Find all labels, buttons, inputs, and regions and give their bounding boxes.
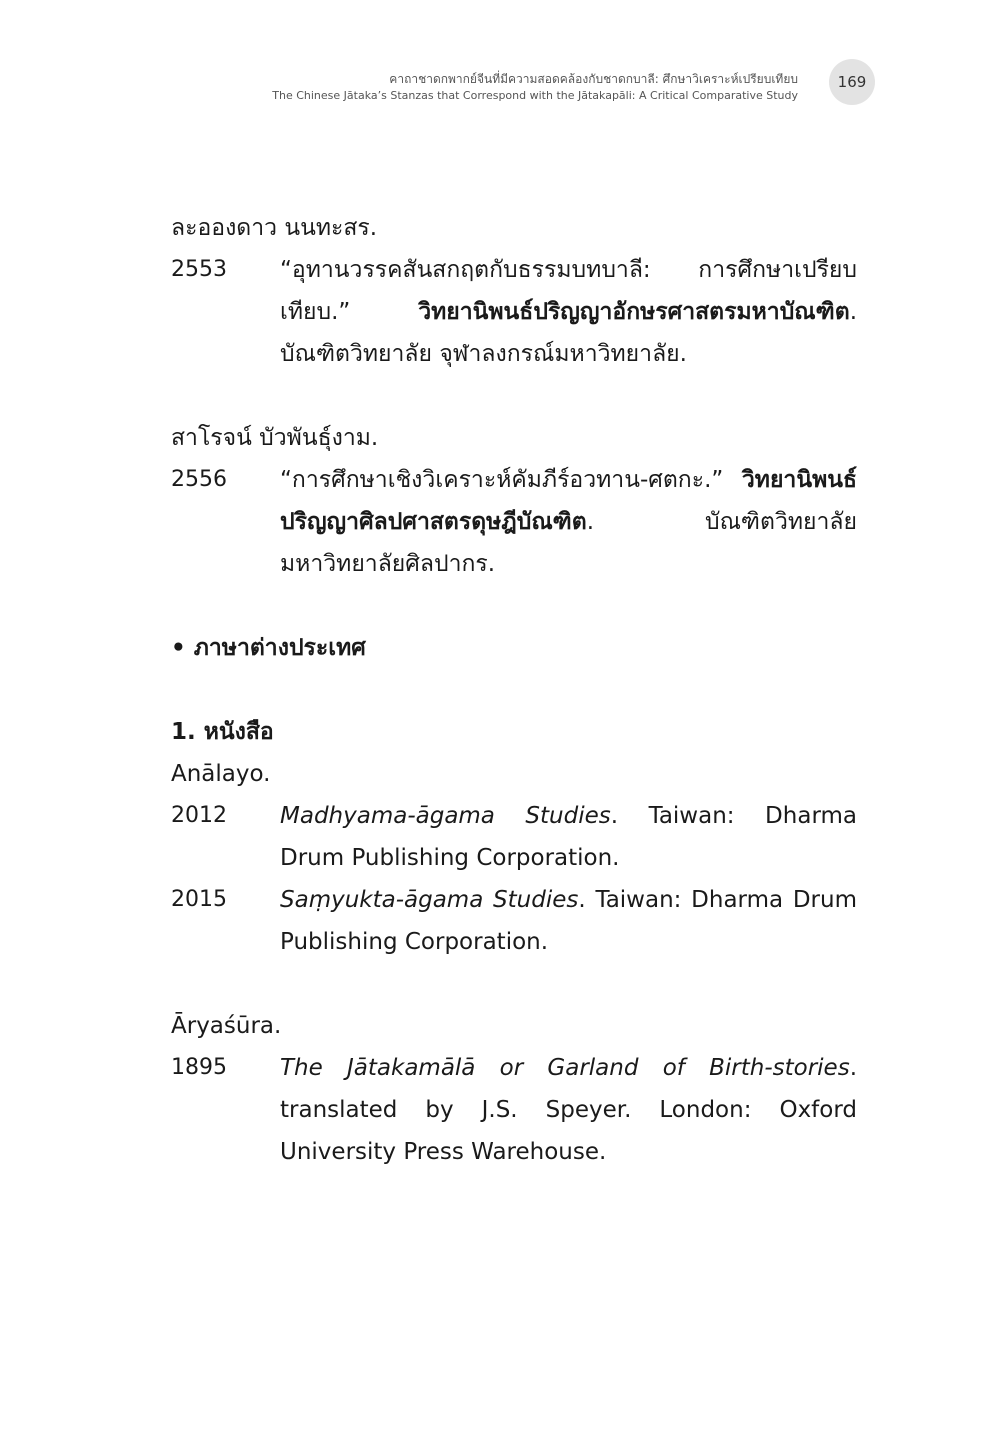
ref-publisher: . Taiwan: Dharma Drum Publishing Corporation. (280, 887, 857, 955)
section-heading: • ภาษาต่างประเทศ (171, 635, 366, 661)
ref-publisher: . บัณฑิตวิทยาลัย มหาวิทยาลัยศิลปากร. (280, 509, 857, 577)
ref-entry (171, 795, 857, 879)
ref-entry (171, 1047, 857, 1173)
ref-year: 1895 (171, 1055, 227, 1080)
ref-title: “อุทานวรรคสันสกฤตกับธรรมบทบาลี: การศึกษาเปรียบเทียบ.” (280, 257, 857, 325)
ref-text (280, 795, 857, 879)
ref-entry (171, 879, 857, 963)
ref-thesis: วิทยานิพนธ์ปริญญาศิลปศาสตรดุษฎีบัณฑิต (280, 467, 857, 535)
ref-author: สาโรจน์ บัวพันธุ์งาม. (171, 425, 379, 451)
ref-year: 2553 (171, 257, 227, 282)
ref-text (280, 1047, 857, 1173)
subsection-heading: 1. หนังสือ (171, 719, 274, 745)
bibliography (171, 207, 857, 1173)
ref-year: 2015 (171, 887, 227, 912)
ref-publisher: . Taiwan: Dharma Drum Publishing Corporation. (280, 803, 857, 871)
header-thai-title: คาถาชาดกพากย์จีนที่มีความสอดคล้องกับชาดกบาลี: ศึกษาวิเคราะห์เปรียบเทียบ (389, 72, 798, 86)
ref-year: 2012 (171, 803, 227, 828)
header-english-title: The Chinese Jātaka’s Stanzas that Correspond with the Jātakapāli: A Critical Comparative Study (272, 89, 798, 102)
ref-entry (171, 459, 857, 585)
ref-title: Saṃyukta-āgama Studies (280, 887, 579, 913)
ref-author: Āryaśūra. (171, 1013, 282, 1039)
ref-publisher: . translated by J.S. Speyer. London: Oxford University Press Warehouse. (280, 1055, 857, 1165)
ref-title: The Jātakamālā or Garland of Birth-stories (280, 1055, 850, 1081)
ref-title: “การศึกษาเชิงวิเคราะห์คัมภีร์อวทาน-ศตกะ.” (280, 467, 724, 493)
ref-author: ละอองดาว นนทะสร. (171, 215, 378, 241)
ref-title: Madhyama-āgama Studies (280, 803, 611, 829)
ref-text (280, 249, 857, 375)
ref-text (280, 459, 857, 585)
ref-year: 2556 (171, 467, 227, 492)
page-number-badge: 169 (829, 59, 875, 105)
ref-author: Anālayo. (171, 761, 271, 787)
running-header (272, 70, 798, 104)
ref-publisher: . บัณฑิตวิทยาลัย จุฬาลงกรณ์มหาวิทยาลัย. (280, 299, 857, 367)
ref-text (280, 879, 857, 963)
ref-thesis: วิทยานิพนธ์ปริญญาอักษรศาสตรมหาบัณฑิต (418, 299, 850, 325)
ref-entry (171, 249, 857, 375)
